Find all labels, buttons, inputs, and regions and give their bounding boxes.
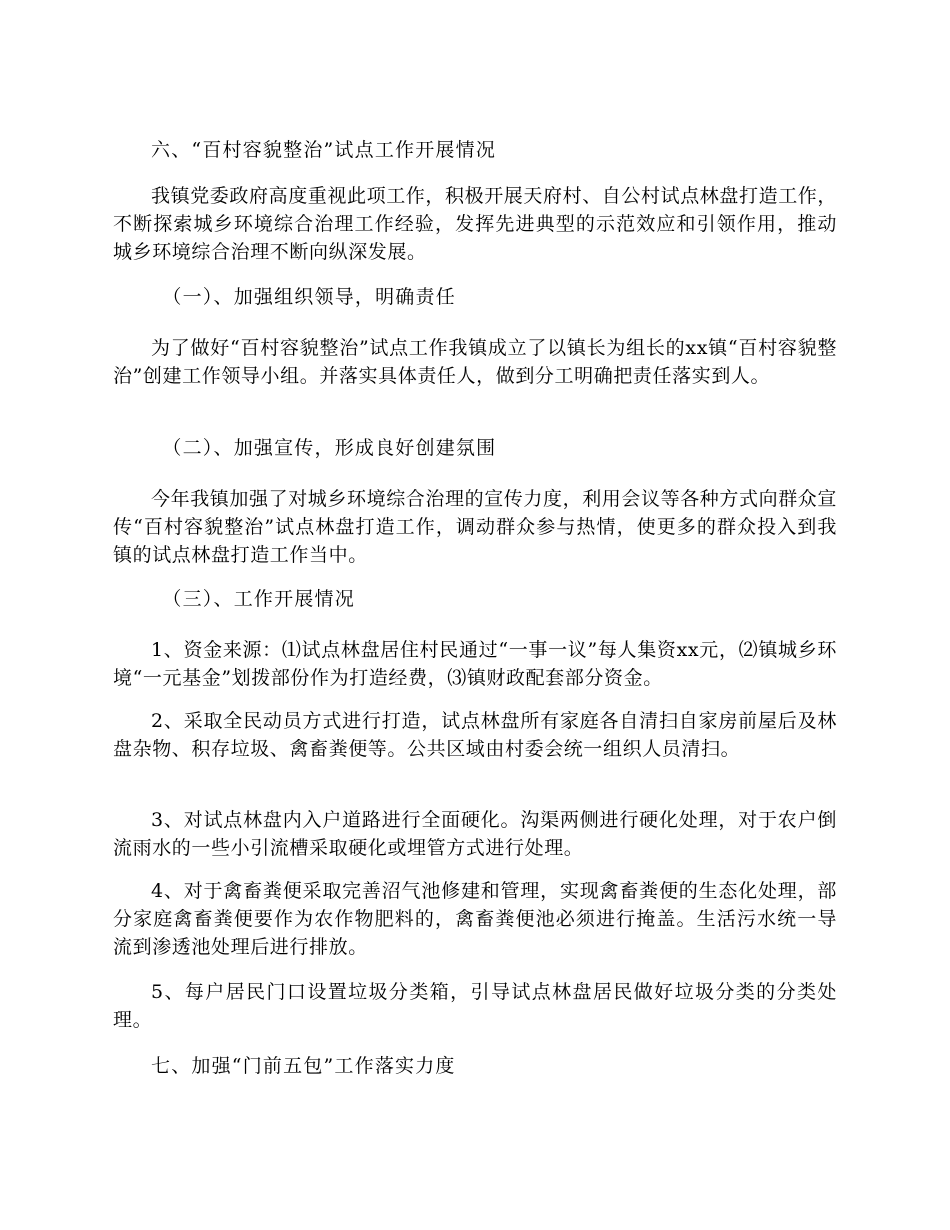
- section-heading-six: 六、“百村容貌整治”试点工作开展情况: [151, 139, 497, 161]
- paragraph-item-3: 3、对试点林盘内入户道路进行全面硬化。沟渠两侧进行硬化处理，对于农户倒流雨水的一些小引流槽采取硬化或埋管方式进行处理。: [113, 809, 837, 859]
- paragraph-item-4: 4、对于禽畜粪便采取完善沼气池修建和管理，实现禽畜粪便的生态化处理，部分家庭禽畜粪便要作为农作物肥料的，禽畜粪便池必须进行掩盖。生活污水统一导流到渗透池处理后进行排放。: [113, 880, 837, 958]
- paragraph-intro: 我镇党委政府高度重视此项工作，积极开展天府村、自公村试点林盘打造工作，不断探索城乡环境综合治理工作经验，发挥先进典型的示范效应和引领作用，推动城乡环境综合治理不断向纵深发展。: [113, 185, 838, 263]
- subsection-heading-3: （三）、工作开展情况: [162, 588, 355, 610]
- paragraph-item-1: 1、资金来源：⑴试点林盘居住村民通过“一事一议”每人集资xx元，⑵镇城乡环境“一元基金”划拨部份作为打造经费，⑶镇财政配套部分资金。: [113, 639, 837, 689]
- subsection-heading-1: （一）、加强组织领导，明确责任: [162, 286, 456, 308]
- subsection-heading-2: （二）、加强宣传，形成良好创建氛围: [162, 437, 497, 459]
- paragraph-item-5: 5、每户居民门口设置垃圾分类箱，引导试点林盘居民做好垃圾分类的分类处理。: [113, 981, 837, 1031]
- section-heading-seven: 七、加强“门前五包”工作落实力度: [151, 1055, 456, 1077]
- paragraph-publicity: 今年我镇加强了对城乡环境综合治理的宣传力度，利用会议等各种方式向群众宣传“百村容貌整治”试点林盘打造工作，调动群众参与热情，使更多的群众投入到我镇的试点林盘打造工作当中。: [113, 488, 838, 566]
- paragraph-organization: 为了做好“百村容貌整治”试点工作我镇成立了以镇长为组长的xx镇“百村容貌整治”创建工作领导小组。并落实具体责任人，做到分工明确把责任落实到人。: [113, 337, 837, 387]
- paragraph-item-2: 2、采取全民动员方式进行打造，试点林盘所有家庭各自清扫自家房前屋后及林盘杂物、积存垃圾、禽畜粪便等。公共区域由村委会统一组织人员清扫。: [113, 710, 837, 760]
